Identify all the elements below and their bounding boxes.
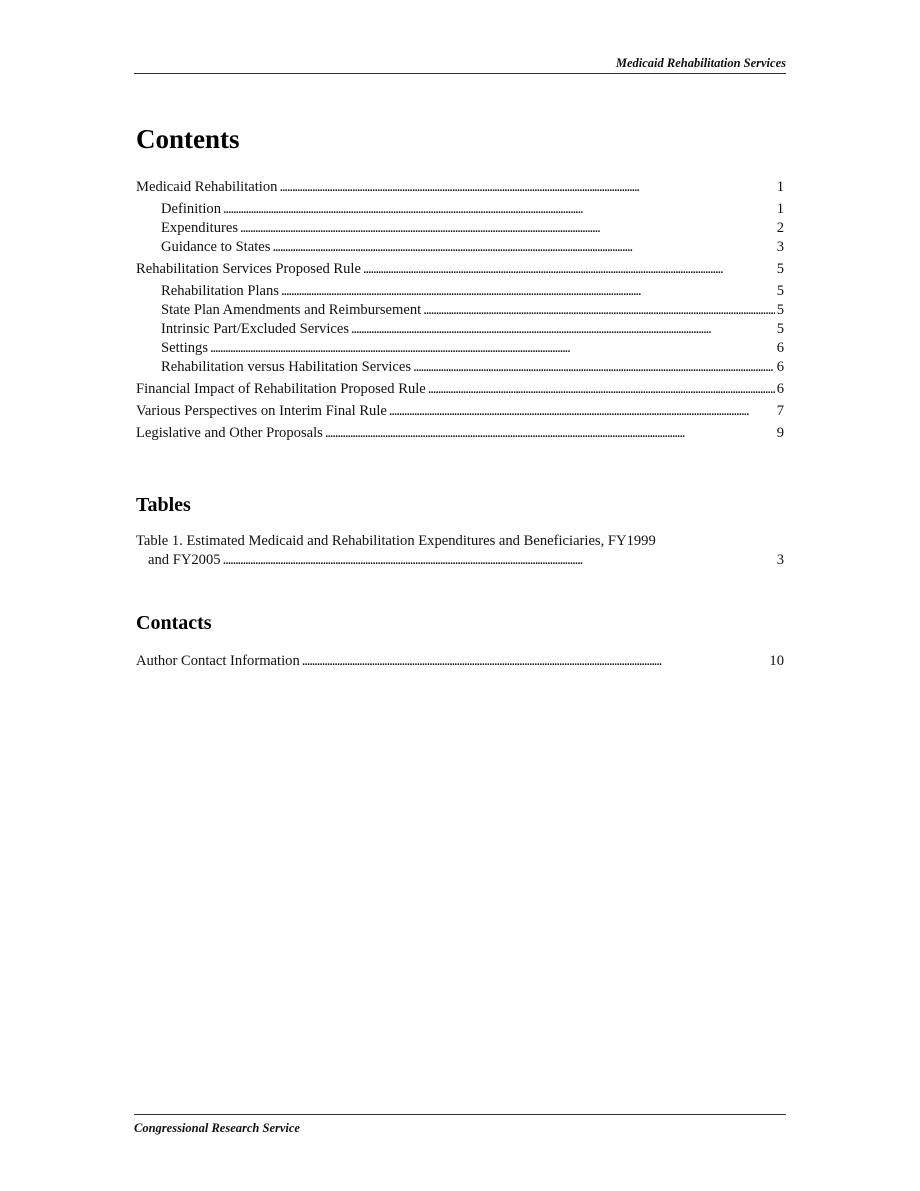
toc-entry[interactable] bbox=[136, 652, 784, 671]
toc-entry-title: Rehabilitation versus Habilitation Services bbox=[161, 359, 412, 375]
toc-entry[interactable] bbox=[136, 260, 784, 279]
dot-leader bbox=[413, 358, 775, 377]
dot-leader bbox=[210, 339, 775, 358]
dot-leader bbox=[428, 380, 775, 399]
toc-entry-title: State Plan Amendments and Reimbursement bbox=[161, 302, 422, 318]
table-entry-continuation bbox=[136, 551, 784, 570]
toc-entry-title: Definition bbox=[161, 201, 221, 217]
toc-entry[interactable] bbox=[136, 380, 784, 399]
tables-list bbox=[136, 532, 784, 570]
toc-entry-page: 6 bbox=[776, 359, 784, 375]
toc-entry-title: Various Perspectives on Interim Final Rule bbox=[136, 403, 387, 419]
toc-subentry[interactable] bbox=[136, 358, 784, 377]
toc-entry-title: Medicaid Rehabilitation bbox=[136, 179, 278, 195]
toc-entry[interactable] bbox=[136, 402, 784, 421]
toc-entry-title: Financial Impact of Rehabilitation Proposed Rule bbox=[136, 381, 426, 397]
toc-entry-page: 5 bbox=[776, 321, 784, 337]
toc-entry-page: 5 bbox=[776, 302, 784, 318]
toc-entry-title: Legislative and Other Proposals bbox=[136, 425, 323, 441]
dot-leader bbox=[279, 178, 774, 197]
toc-entry-page: 1 bbox=[776, 201, 784, 217]
running-header: Medicaid Rehabilitation Services bbox=[134, 56, 786, 74]
toc-entry-page: 7 bbox=[776, 403, 784, 419]
toc-entry[interactable] bbox=[136, 424, 784, 443]
toc-subentry[interactable] bbox=[136, 339, 784, 358]
toc-entry-title: Rehabilitation Plans bbox=[161, 283, 279, 299]
toc-entry-page: 1 bbox=[776, 179, 784, 195]
dot-leader bbox=[223, 551, 775, 570]
contacts-list bbox=[136, 652, 784, 671]
toc-entry-title: Intrinsic Part/Excluded Services bbox=[161, 321, 350, 337]
toc-subentry[interactable] bbox=[136, 301, 784, 320]
toc-entry-page: 2 bbox=[776, 220, 784, 236]
running-footer: Congressional Research Service bbox=[134, 1114, 786, 1136]
contacts-heading: Contacts bbox=[136, 612, 212, 634]
table-entry-title-continued: and FY2005 bbox=[148, 552, 221, 568]
toc-entry-page: 10 bbox=[769, 653, 784, 669]
table-entry[interactable] bbox=[136, 532, 784, 570]
toc-subentry[interactable] bbox=[136, 320, 784, 339]
toc-entry-page: 5 bbox=[776, 283, 784, 299]
toc-entry-title: Author Contact Information bbox=[136, 653, 300, 669]
dot-leader bbox=[389, 402, 775, 421]
toc-entry-page: 6 bbox=[776, 381, 784, 397]
table-entry-title: Table 1. Estimated Medicaid and Rehabilitation Expenditures and Beneficiaries, FY1999 bbox=[136, 533, 656, 549]
toc-entry-page: 9 bbox=[776, 425, 784, 441]
dot-leader bbox=[325, 424, 775, 443]
toc-entry-title: Settings bbox=[161, 340, 209, 356]
dot-leader bbox=[351, 320, 775, 339]
contents-heading: Contents bbox=[136, 124, 240, 154]
toc-subentry[interactable] bbox=[136, 282, 784, 301]
toc-subentry[interactable] bbox=[136, 238, 784, 257]
toc-entry-page: 3 bbox=[776, 552, 784, 568]
toc-entry-title: Guidance to States bbox=[161, 239, 271, 255]
dot-leader bbox=[302, 652, 768, 671]
dot-leader bbox=[223, 200, 775, 219]
toc-subentry[interactable] bbox=[136, 200, 784, 219]
toc-subentry[interactable] bbox=[136, 219, 784, 238]
contents-list bbox=[136, 178, 784, 443]
tables-heading: Tables bbox=[136, 494, 191, 516]
toc-entry-page: 5 bbox=[776, 261, 784, 277]
dot-leader bbox=[423, 301, 774, 320]
toc-entry-title: Rehabilitation Services Proposed Rule bbox=[136, 261, 361, 277]
dot-leader bbox=[363, 260, 775, 279]
dot-leader bbox=[240, 219, 775, 238]
toc-entry-page: 3 bbox=[776, 239, 784, 255]
toc-entry-page: 6 bbox=[776, 340, 784, 356]
dot-leader bbox=[272, 238, 774, 257]
dot-leader bbox=[281, 282, 775, 301]
toc-entry-title: Expenditures bbox=[161, 220, 239, 236]
toc-entry[interactable] bbox=[136, 178, 784, 197]
